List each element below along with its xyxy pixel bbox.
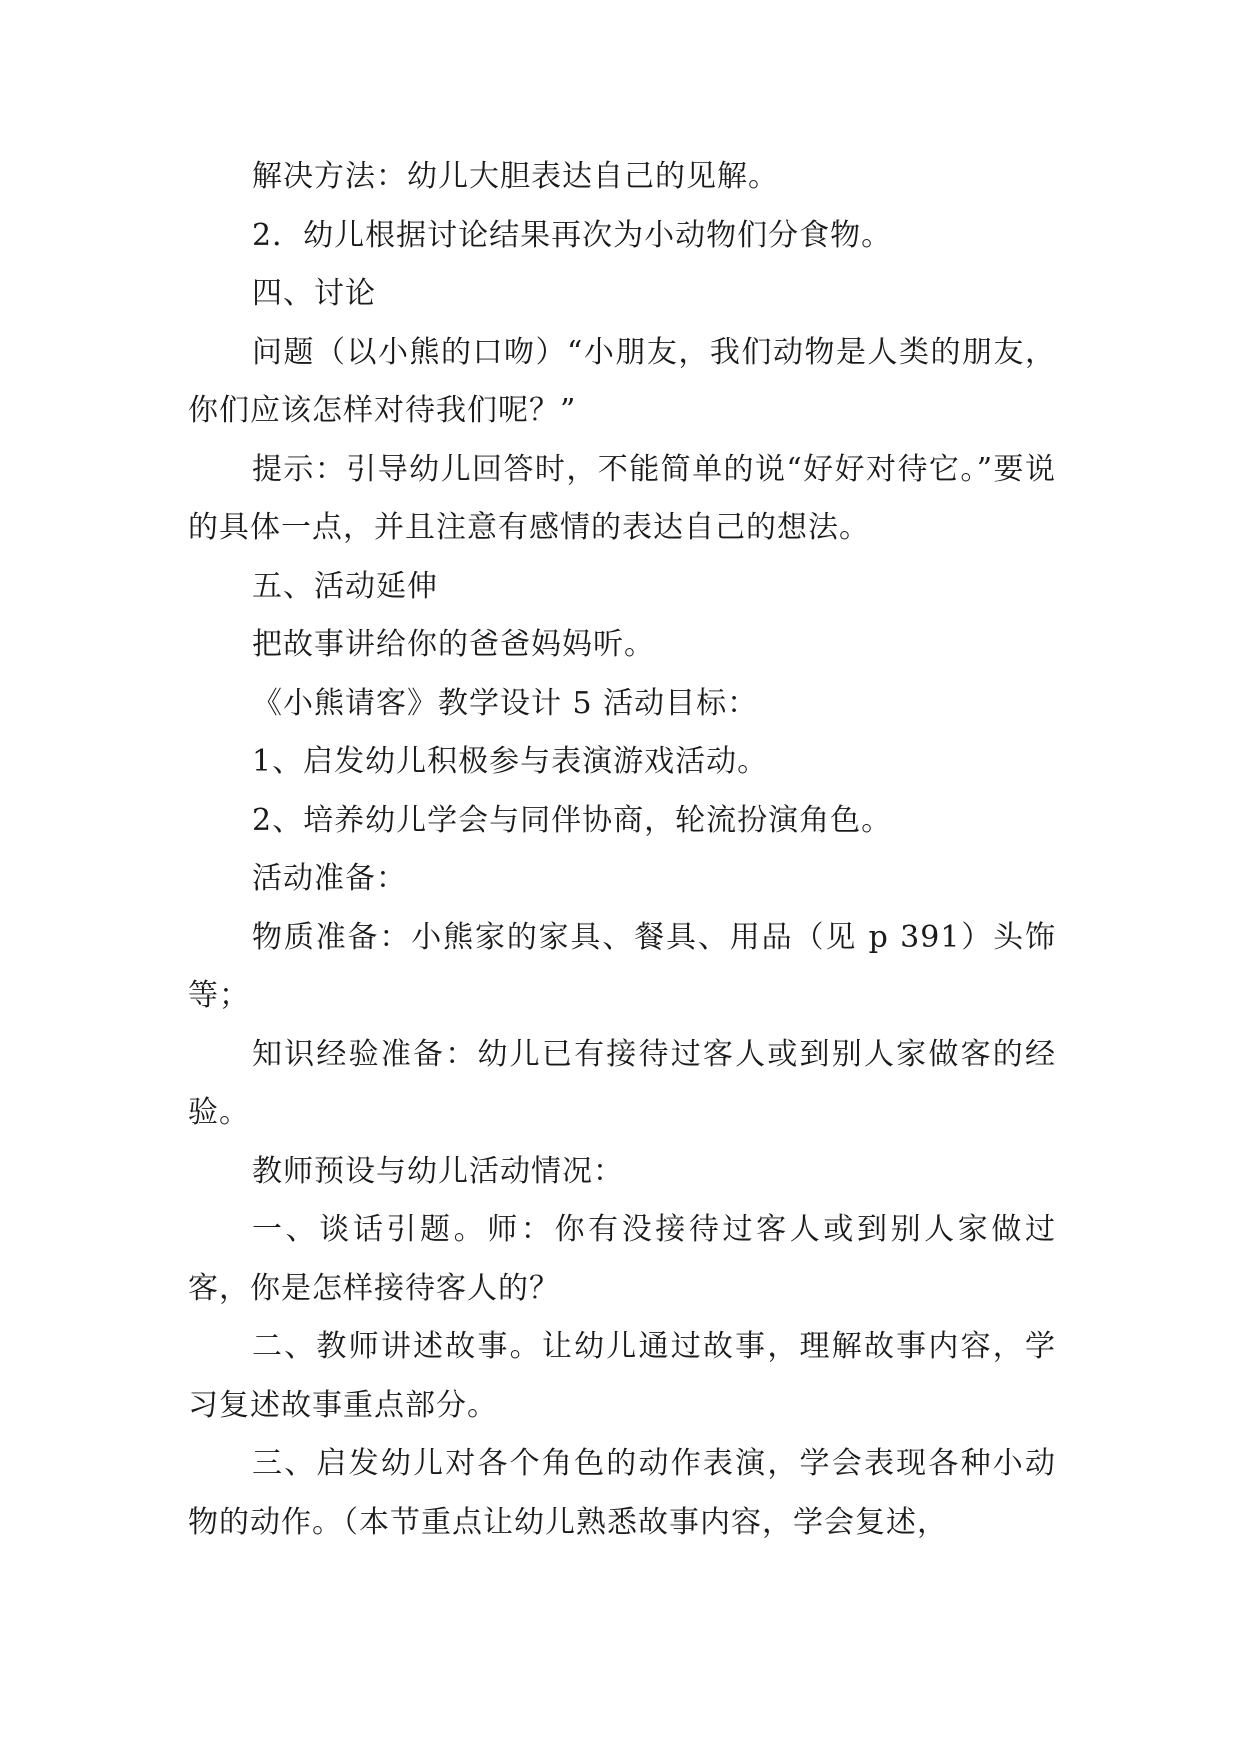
paragraph-step-3: 三、启发幼儿对各个角色的动作表演，学会表现各种小动物的动作。（本节重点让幼儿熟悉故事内容，学会复述， [188, 1446, 1056, 1540]
heading-lesson-design-5: 《小熊请客》教学设计 5 活动目标： [252, 685, 759, 721]
paragraph-redistribute-food: 2．幼儿根据讨论结果再次为小动物们分食物。 [252, 217, 893, 253]
paragraph-step-2: 二、教师讲述故事。让幼儿通过故事，理解故事内容，学习复述故事重点部分。 [188, 1329, 1056, 1423]
paragraph-goal-2: 2、培养幼儿学会与同伴协商，轮流扮演角色。 [252, 802, 893, 838]
heading-discussion: 四、讨论 [252, 276, 376, 311]
paragraph-knowledge-prep: 知识经验准备：幼儿已有接待过客人或到别人家做客的经验。 [188, 1036, 1056, 1130]
paragraph-hint: 提示：引导幼儿回答时，不能简单的说“好好对待它。”要说的具体一点，并且注意有感情的表达自己的想法。 [188, 451, 1056, 545]
heading-preparation: 活动准备： [252, 861, 407, 896]
paragraph-step-1: 一、谈话引题。师：你有没接待过客人或到别人家做过客，你是怎样接待客人的？ [188, 1212, 1056, 1306]
paragraph-goal-1: 1、启发幼儿积极参与表演游戏活动。 [252, 744, 769, 779]
paragraph-tell-parents: 把故事讲给你的爸爸妈妈听。 [252, 627, 655, 662]
paragraph-material-prep: 物质准备：小熊家的家具、餐具、用品（见 p 391）头饰等； [188, 919, 1056, 1013]
document-body [188, 148, 1056, 1552]
heading-teacher-preset: 教师预设与幼儿活动情况： [252, 1153, 624, 1189]
heading-activity-extension: 五、活动延伸 [252, 568, 438, 604]
paragraph-solution: 解决方法：幼儿大胆表达自己的见解。 [252, 159, 779, 194]
paragraph-question: 问题（以小熊的口吻）“小朋友，我们动物是人类的朋友，你们应该怎样对待我们呢？” [188, 334, 1056, 428]
